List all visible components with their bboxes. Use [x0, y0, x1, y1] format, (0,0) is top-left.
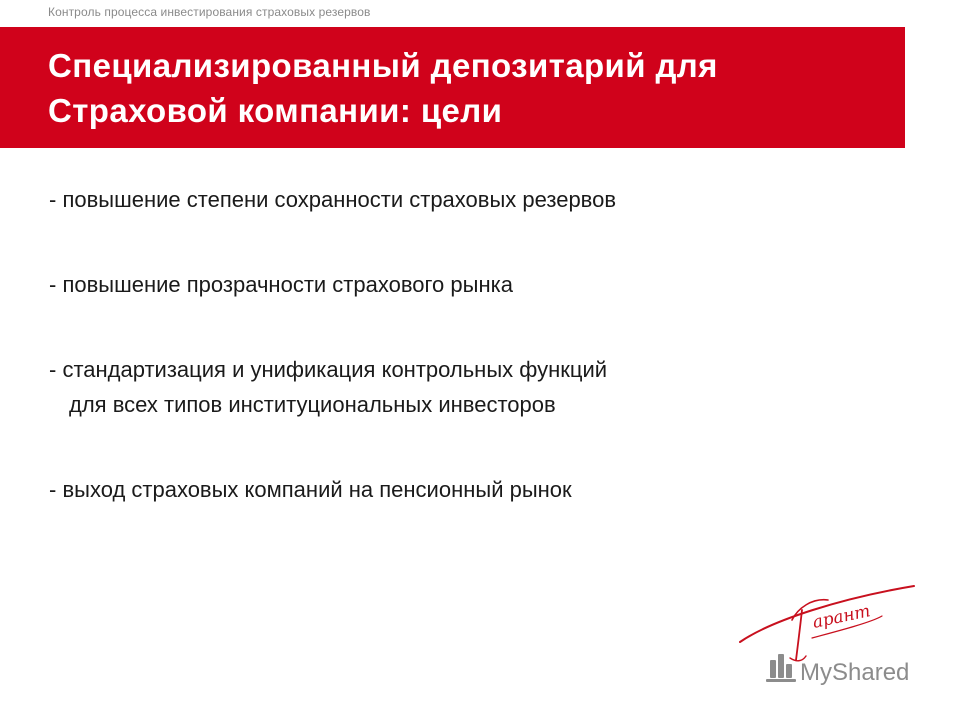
bullet-item: - выход страховых компаний на пенсионный рынок — [49, 477, 572, 502]
bullet-item: - повышение степени сохранности страховых резервов — [49, 187, 617, 212]
bullet-item: - стандартизация и унификация контрольных функций — [49, 357, 608, 382]
svg-text:арант: арант — [810, 601, 873, 633]
garant-logo — [732, 580, 932, 690]
signature-logo-icon — [732, 580, 932, 690]
bullet-item-continuation: для всех типов институциональных инвесторов — [69, 392, 556, 417]
slide-title: Специализированный депозитарий для Страховой компании: цели — [48, 47, 718, 129]
bullet-item: - повышение прозрачности страхового рынка — [49, 272, 513, 297]
header-caption: Контроль процесса инвестирования страховых резервов — [48, 5, 371, 19]
svg-text:MyShared: MyShared — [800, 659, 910, 686]
